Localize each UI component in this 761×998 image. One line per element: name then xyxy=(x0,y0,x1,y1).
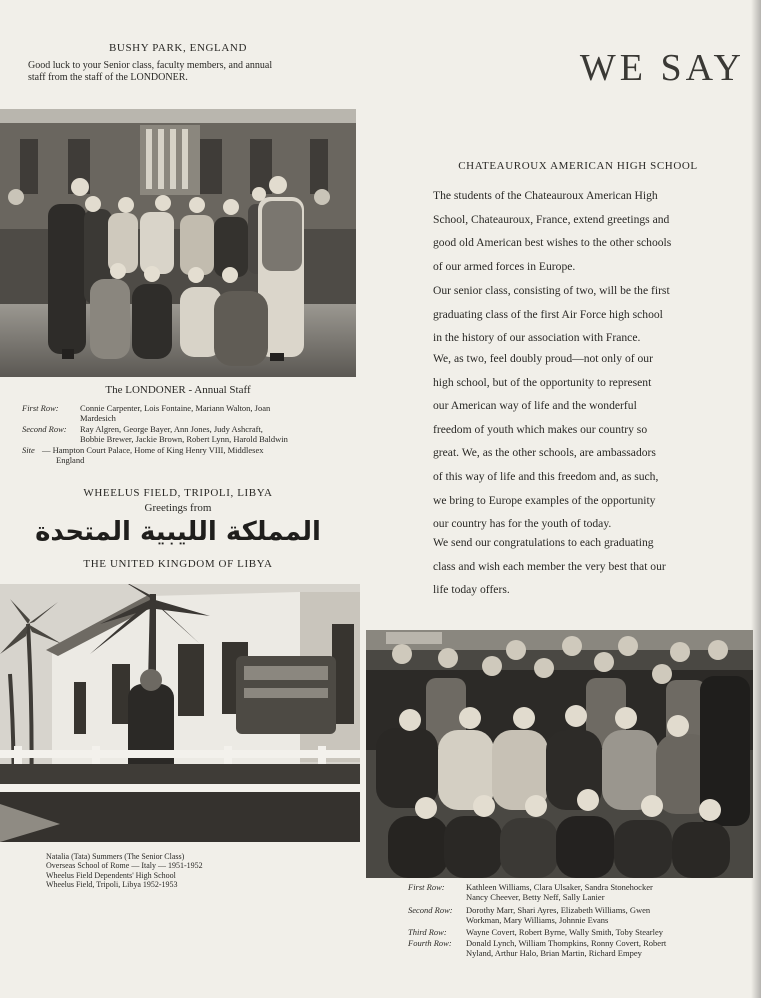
caption-line: Connie Carpenter, Lois Fontaine, Mariann Walton, Joan xyxy=(80,403,271,413)
londoner-second-row xyxy=(22,425,352,447)
caption-row-text xyxy=(466,928,663,938)
bushy-park-message xyxy=(28,60,348,84)
caption-line: Workman, Mary Williams, Johnnie Evans xyxy=(466,914,609,925)
caption-line: Wayne Covert, Robert Byrne, Wally Smith, Toby Stearley xyxy=(466,927,663,937)
caption-line: Mardesich xyxy=(80,412,116,423)
arabic-kingdom-name: المملكة الليبية المتحدة xyxy=(35,517,321,547)
paragraph-line: Our senior class, consisting of two, will be the first xyxy=(433,284,670,297)
paragraph-line: high school, but of the opportunity to represent xyxy=(433,375,652,389)
caption-row-label: Second Row: xyxy=(408,905,453,915)
caption-line: Nyland, Arthur Halo, Brian Martin, Richard Empey xyxy=(466,947,642,958)
caption-row-label: Fourth Row: xyxy=(408,938,452,948)
londoner-staff-photo xyxy=(0,109,356,377)
caption-row-label: First Row: xyxy=(408,882,445,892)
paragraph-congratulations xyxy=(433,531,718,602)
paragraph-line: The students of the Chateauroux American High xyxy=(433,189,658,202)
natalia-caption-line: Natalia (Tata) Summers (The Senior Class) xyxy=(46,852,185,861)
paragraph-doubly-proud xyxy=(433,347,718,536)
paragraph-line: School, Chateauroux, France, extend greetings and xyxy=(433,212,670,226)
caption-row-label: First Row: xyxy=(22,403,59,413)
caption-line: England xyxy=(56,454,85,465)
paragraph-line: great. We, as the other schools, are ambassadors xyxy=(433,446,656,460)
united-kingdom-libya: THE UNITED KINGDOM OF LIBYA xyxy=(83,558,273,570)
wheelus-title: WHEELUS FIELD, TRIPOLI, LIBYA xyxy=(83,487,273,499)
londoner-site-row xyxy=(22,446,352,468)
paragraph-line: our American way of life and the wonderful xyxy=(433,399,637,413)
paragraph-line: life today offers. xyxy=(433,583,510,597)
paragraph-line: good old American best wishes to the other schools xyxy=(433,236,672,250)
natalia-caption-line: Overseas School of Rome — Italy — 1951-1952 xyxy=(46,861,203,871)
class-second-row xyxy=(408,906,724,926)
caption-line: Nancy Cheever, Betty Neff, Sally Lanier xyxy=(466,891,605,902)
londoner-caption-title: The LONDONER - Annual Staff xyxy=(105,384,251,396)
caption-row-text xyxy=(466,906,650,925)
chateauroux-class-photo xyxy=(366,630,753,878)
paragraph-line: class and wish each member the very best that our xyxy=(433,559,666,573)
bushy-message-line: Good luck to your Senior class, faculty members, and annual xyxy=(28,60,273,71)
caption-line: Ray Algren, George Bayer, Ann Jones, Judy Ashcraft, xyxy=(80,424,263,434)
paragraph-line: our country has for the youth of today. xyxy=(433,517,612,531)
paragraph-line: of this way of life and this freedom and, as such, xyxy=(433,469,659,483)
londoner-first-row xyxy=(22,404,352,426)
natalia-caption-line: Wheelus Field, Tripoli, Libya 1952-1953 xyxy=(46,880,178,890)
class-photo-art xyxy=(366,630,753,878)
caption-row-text xyxy=(80,404,270,423)
caption-row-text xyxy=(466,883,653,902)
class-fourth-row xyxy=(408,939,724,959)
paragraph-line: we bring to Europe examples of the opportunity xyxy=(433,493,656,507)
caption-line: Donald Lynch, William Thompkins, Ronny Covert, Robert xyxy=(466,938,667,948)
bushy-park-title: BUSHY PARK, ENGLAND xyxy=(108,42,248,54)
chateauroux-school-title: CHATEAUROUX AMERICAN HIGH SCHOOL xyxy=(458,160,698,172)
paragraph-line: We send our congratulations to each graduating xyxy=(433,536,654,549)
paragraph-senior-class xyxy=(433,279,718,350)
paragraph-line: of our armed forces in Europe. xyxy=(433,259,576,273)
natalia-caption-line: Wheelus Field Dependents' High School xyxy=(46,870,176,880)
caption-line: — Hampton Court Palace, Home of King Henry VIII, Middlesex xyxy=(42,445,264,455)
caption-row-text xyxy=(466,939,666,958)
paragraph-line: in the history of our association with France. xyxy=(433,331,641,345)
londoner-photo-art xyxy=(0,109,356,377)
paragraph-greetings xyxy=(433,184,718,278)
class-first-row xyxy=(408,883,724,903)
caption-line: Dorothy Marr, Shari Ayres, Elizabeth Williams, Gwen xyxy=(466,905,651,915)
paragraph-line: We, as two, feel doubly proud—not only of our xyxy=(433,352,653,365)
wheelus-school-photo xyxy=(0,584,360,842)
we-say-headline: WE SAY xyxy=(579,47,745,89)
caption-row-label: Site xyxy=(22,445,35,455)
wheelus-photo-art xyxy=(0,584,360,842)
caption-row-label: Second Row: xyxy=(22,424,67,434)
caption-row-text xyxy=(42,446,264,465)
bushy-message-line: staff from the staff of the LONDONER. xyxy=(28,72,188,83)
paragraph-line: freedom of youth which makes our country so xyxy=(433,422,648,436)
paragraph-line: graduating class of the first Air Force high school xyxy=(433,307,663,321)
caption-row-text xyxy=(80,425,288,444)
caption-row-label: Third Row: xyxy=(408,927,447,937)
caption-line: Bobbie Brewer, Jackie Brown, Robert Lynn, Harold Baldwin xyxy=(80,433,288,444)
wheelus-greetings: Greetings from xyxy=(144,502,212,514)
natalia-caption xyxy=(46,852,346,890)
caption-line: Kathleen Williams, Clara Ulsaker, Sandra Stonehocker xyxy=(466,882,653,892)
